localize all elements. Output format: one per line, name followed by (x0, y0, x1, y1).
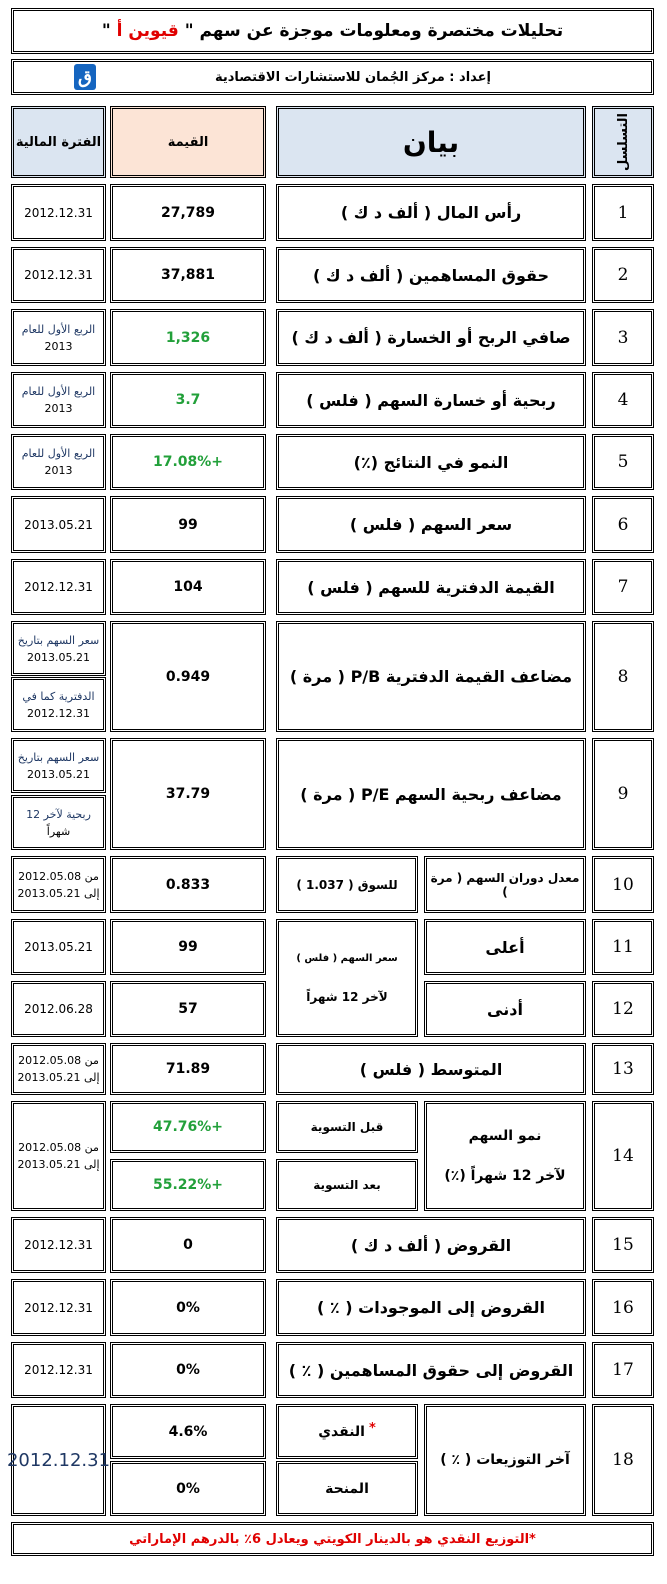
row-18-value-cash (110, 1404, 266, 1459)
row-label: رأس المال ( ألف د ك ) (340, 203, 522, 222)
row-13-label (276, 1043, 586, 1095)
row-date: 2013.05.21 (24, 940, 93, 954)
row-number: 9 (617, 784, 629, 804)
prepared-by-bar (11, 59, 654, 95)
row-number: 18 (612, 1450, 634, 1470)
row-date: 2012.12.31 (24, 268, 93, 282)
row-number: 3 (617, 327, 629, 348)
bonus-distribution: المنحة (325, 1480, 369, 1497)
header-serial (592, 106, 654, 178)
footnote-text: *التوزيع النقدي هو بالدينار الكويتي ويعادل 6٪ بالدرهم الإماراتي (129, 1531, 536, 1547)
row-number: 10 (612, 874, 634, 895)
row-18-num (592, 1404, 654, 1516)
row-label: القيمة الدفترية للسهم ( فلس ) (307, 577, 555, 597)
row-value: 55.22%+ (152, 1177, 224, 1193)
footnote (11, 1522, 654, 1556)
period-year: 2013 (44, 464, 73, 477)
row-label-main: نمو السهم (468, 1128, 542, 1144)
row-14-before-label (276, 1101, 418, 1153)
row-value: 17.08%+ (152, 454, 224, 470)
company-logo-icon (74, 64, 96, 90)
row-14-period (11, 1101, 106, 1211)
row-label: سعر السهم ( فلس ) (349, 515, 513, 534)
row-13-value (110, 1043, 266, 1095)
row-2-label (276, 247, 586, 303)
row-value: 0.949 (165, 668, 211, 685)
period-date: 2012.12.31 (27, 706, 90, 720)
row-6-value (110, 496, 266, 553)
header-statement (276, 106, 586, 178)
row-3-num (592, 309, 654, 366)
row-number: 15 (612, 1235, 634, 1255)
row-label-sub: لآخر 12 شهراً (٪) (444, 1168, 566, 1184)
period-date: شهراً (46, 824, 71, 838)
row-5-value (110, 434, 266, 490)
row-8-num (592, 621, 654, 732)
row-value: 1,326 (165, 329, 211, 346)
row-label: معدل دوران السهم ( مرة ) (430, 870, 580, 899)
row-value: 0% (176, 1362, 200, 1378)
row-value: 57 (178, 1001, 198, 1017)
logo-glyph: ق (78, 66, 92, 88)
row-value: 71.89 (165, 1061, 211, 1077)
stock-name: قيوين أ (116, 21, 179, 41)
period-year: 2013 (44, 402, 73, 415)
price-caption: سعر السهم ( فلس ) (296, 952, 398, 964)
period-text: الدفترية كما في (22, 689, 95, 703)
row-number: 6 (617, 514, 629, 535)
row-value: 0% (176, 1299, 200, 1316)
row-number: 4 (617, 390, 629, 410)
row-15-label (276, 1217, 586, 1273)
row-label: القروض إلى حقوق المساهمين ( ٪ ) (288, 1360, 574, 1380)
row-16-num (592, 1279, 654, 1336)
row-12-value (110, 981, 266, 1037)
row-13-num (592, 1043, 654, 1095)
row-9-period-price (11, 738, 106, 793)
row-12-period (11, 981, 106, 1037)
row-6-label (276, 496, 586, 553)
row-value: 37.79 (165, 786, 211, 802)
row-7-num (592, 559, 654, 615)
row-date: 2012.12.31 (24, 1300, 93, 1315)
row-17-period (11, 1342, 106, 1398)
row-date: 2012.12.31 (24, 1238, 93, 1252)
row-label: صافي الربح أو الخسارة ( ألف د ك ) (291, 328, 571, 347)
row-15-num (592, 1217, 654, 1273)
row-5-label (276, 434, 586, 490)
period-to: إلى 2013.05.21 (17, 1071, 100, 1084)
row-18-period (6, 1404, 111, 1516)
row-14-after-label (276, 1159, 418, 1211)
row-17-num (592, 1342, 654, 1398)
row-value: 4.6% (168, 1423, 208, 1440)
row-11-12-middle (276, 919, 418, 1037)
row-value: 0 (183, 1237, 193, 1253)
row-number: 14 (612, 1146, 634, 1166)
row-14-value-after (110, 1159, 266, 1211)
row-6-num (592, 496, 654, 553)
row-value: 0.833 (165, 876, 211, 893)
row-value: 37,881 (160, 267, 216, 283)
row-5-num (592, 434, 654, 490)
row-3-value (110, 309, 266, 366)
row-label: حقوق المساهمين ( ألف د ك ) (312, 265, 550, 285)
row-10-value (110, 856, 266, 913)
row-7-period (11, 559, 106, 615)
row-4-value (110, 372, 266, 428)
row-value: 47.76%+ (152, 1119, 224, 1135)
row-9-period-eps (11, 795, 106, 850)
header-statement-label: بيان (402, 125, 460, 159)
row-number: 12 (612, 999, 634, 1019)
row-2-num (592, 247, 654, 303)
row-number: 7 (617, 577, 629, 597)
row-date: 2012.12.31 (24, 580, 93, 594)
period-text: الربع الأول للعام (21, 447, 96, 460)
cash-distribution: النقدي (318, 1423, 365, 1440)
row-14-label (424, 1101, 586, 1211)
row-8-label (276, 621, 586, 732)
row-18-bonus-label (276, 1461, 418, 1516)
row-label: مضاعف ربحية السهم P/E ( مرة ) (300, 784, 562, 804)
header-period (11, 106, 106, 178)
row-date: 2012.12.31 (24, 205, 93, 220)
row-number: 17 (612, 1360, 634, 1380)
row-label: القروض ( ألف د ك ) (350, 1235, 512, 1255)
header-period-label: الفترة المالية (15, 134, 102, 150)
row-label: آخر التوزيعات ( ٪ ) (440, 1452, 570, 1468)
period-to: إلى 2013.05.21 (17, 886, 100, 900)
page-title (11, 8, 654, 54)
period-date: 2013.05.21 (27, 650, 90, 664)
row-9-num (592, 738, 654, 850)
header-value (110, 106, 266, 178)
row-value: 0% (176, 1480, 200, 1497)
row-5-period (11, 434, 106, 490)
row-18-cash-label (276, 1404, 418, 1459)
row-4-label (276, 372, 586, 428)
row-11-num (592, 919, 654, 975)
period-text: الربع الأول للعام (21, 385, 96, 398)
row-16-label (276, 1279, 586, 1336)
row-4-period (11, 372, 106, 428)
title-end: " (101, 21, 111, 41)
row-16-period (11, 1279, 106, 1336)
row-4-num (592, 372, 654, 428)
row-15-period (11, 1217, 106, 1273)
row-2-period (11, 247, 106, 303)
period-text: الربع الأول للعام (21, 322, 96, 336)
period-to: إلى 2013.05.21 (17, 1158, 100, 1171)
prepared-by-text: إعداد : مركز الجُمان للاستشارات الاقتصادية (214, 69, 491, 85)
row-17-value (110, 1342, 266, 1398)
row-value: 99 (178, 939, 198, 955)
market-turnover: للسوق ( 1.037 ) (296, 877, 398, 892)
row-1-label (276, 184, 586, 241)
row-18-label (424, 1404, 586, 1516)
row-label: ربحية أو خسارة السهم ( فلس ) (306, 390, 556, 410)
period-from: من 2012.05.08 (18, 869, 99, 883)
after-adjustment: بعد التسوية (313, 1178, 381, 1192)
row-8-value (110, 621, 266, 732)
row-number: 13 (612, 1059, 634, 1079)
footnote-star: * (368, 1421, 376, 1436)
row-label: أعلى (485, 937, 525, 957)
row-number: 11 (612, 937, 634, 957)
row-2-value (110, 247, 266, 303)
row-18-value-bonus (110, 1461, 266, 1516)
row-15-value (110, 1217, 266, 1273)
period-from: من 2012.05.08 (18, 1054, 99, 1067)
row-16-value (110, 1279, 266, 1336)
row-8-period-price (11, 621, 106, 676)
row-number: 2 (617, 265, 629, 285)
row-3-label (276, 309, 586, 366)
row-7-value (110, 559, 266, 615)
row-1-period (11, 184, 106, 241)
row-6-period (11, 496, 106, 553)
row-date: 2012.06.28 (24, 1002, 93, 1016)
row-label: القروض إلى الموجودات ( ٪ ) (317, 1298, 545, 1317)
row-11-period (11, 919, 106, 975)
row-label: المتوسط ( فلس ) (359, 1059, 503, 1079)
row-value: 104 (173, 579, 203, 595)
row-date: 2012.12.31 (24, 1363, 93, 1377)
row-label: مضاعف القيمة الدفترية P/B ( مرة ) (289, 667, 573, 686)
row-14-value-before (110, 1101, 266, 1153)
row-7-label (276, 559, 586, 615)
header-serial-label: التسلسل (615, 112, 631, 171)
period-text: ربحية لآخر 12 (26, 807, 91, 821)
row-13-period (11, 1043, 106, 1095)
row-value: 99 (178, 516, 198, 533)
row-number: 16 (612, 1297, 634, 1318)
header-value-label: القيمة (167, 134, 209, 150)
row-label: أدنى (487, 999, 523, 1019)
title-main: تحليلات مختصرة ومعلومات موجزة عن سهم " (184, 21, 564, 41)
row-10-num (592, 856, 654, 913)
row-11-value (110, 919, 266, 975)
row-11-label (424, 919, 586, 975)
row-3-period (11, 309, 106, 366)
row-number: 5 (617, 452, 629, 472)
row-10-period (11, 856, 106, 913)
row-17-label (276, 1342, 586, 1398)
period-from: من 2012.05.08 (18, 1141, 99, 1154)
row-9-value (110, 738, 266, 850)
period-date: 2013.05.21 (27, 767, 90, 781)
row-value: 3.7 (175, 392, 201, 408)
row-10-label (424, 856, 586, 913)
row-14-num (592, 1101, 654, 1211)
row-8-period-book (11, 677, 106, 732)
row-9-label (276, 738, 586, 850)
period-year: 2013 (44, 339, 73, 353)
row-number: 1 (617, 202, 629, 223)
row-1-num (592, 184, 654, 241)
row-10-market (276, 856, 418, 913)
row-date: 2013.05.21 (24, 517, 93, 532)
row-number: 8 (617, 666, 629, 687)
row-1-value (110, 184, 266, 241)
row-value: 27,789 (160, 204, 216, 221)
before-adjustment: قبل التسوية (310, 1120, 384, 1134)
row-12-num (592, 981, 654, 1037)
period-caption: لآخر 12 شهراً (306, 989, 388, 1004)
row-label: النمو في النتائج (٪) (353, 452, 509, 472)
row-date: 2012.12.31 (6, 1449, 111, 1471)
period-text: سعر السهم بتاريخ (17, 633, 100, 647)
row-12-label (424, 981, 586, 1037)
period-text: سعر السهم بتاريخ (17, 750, 100, 764)
